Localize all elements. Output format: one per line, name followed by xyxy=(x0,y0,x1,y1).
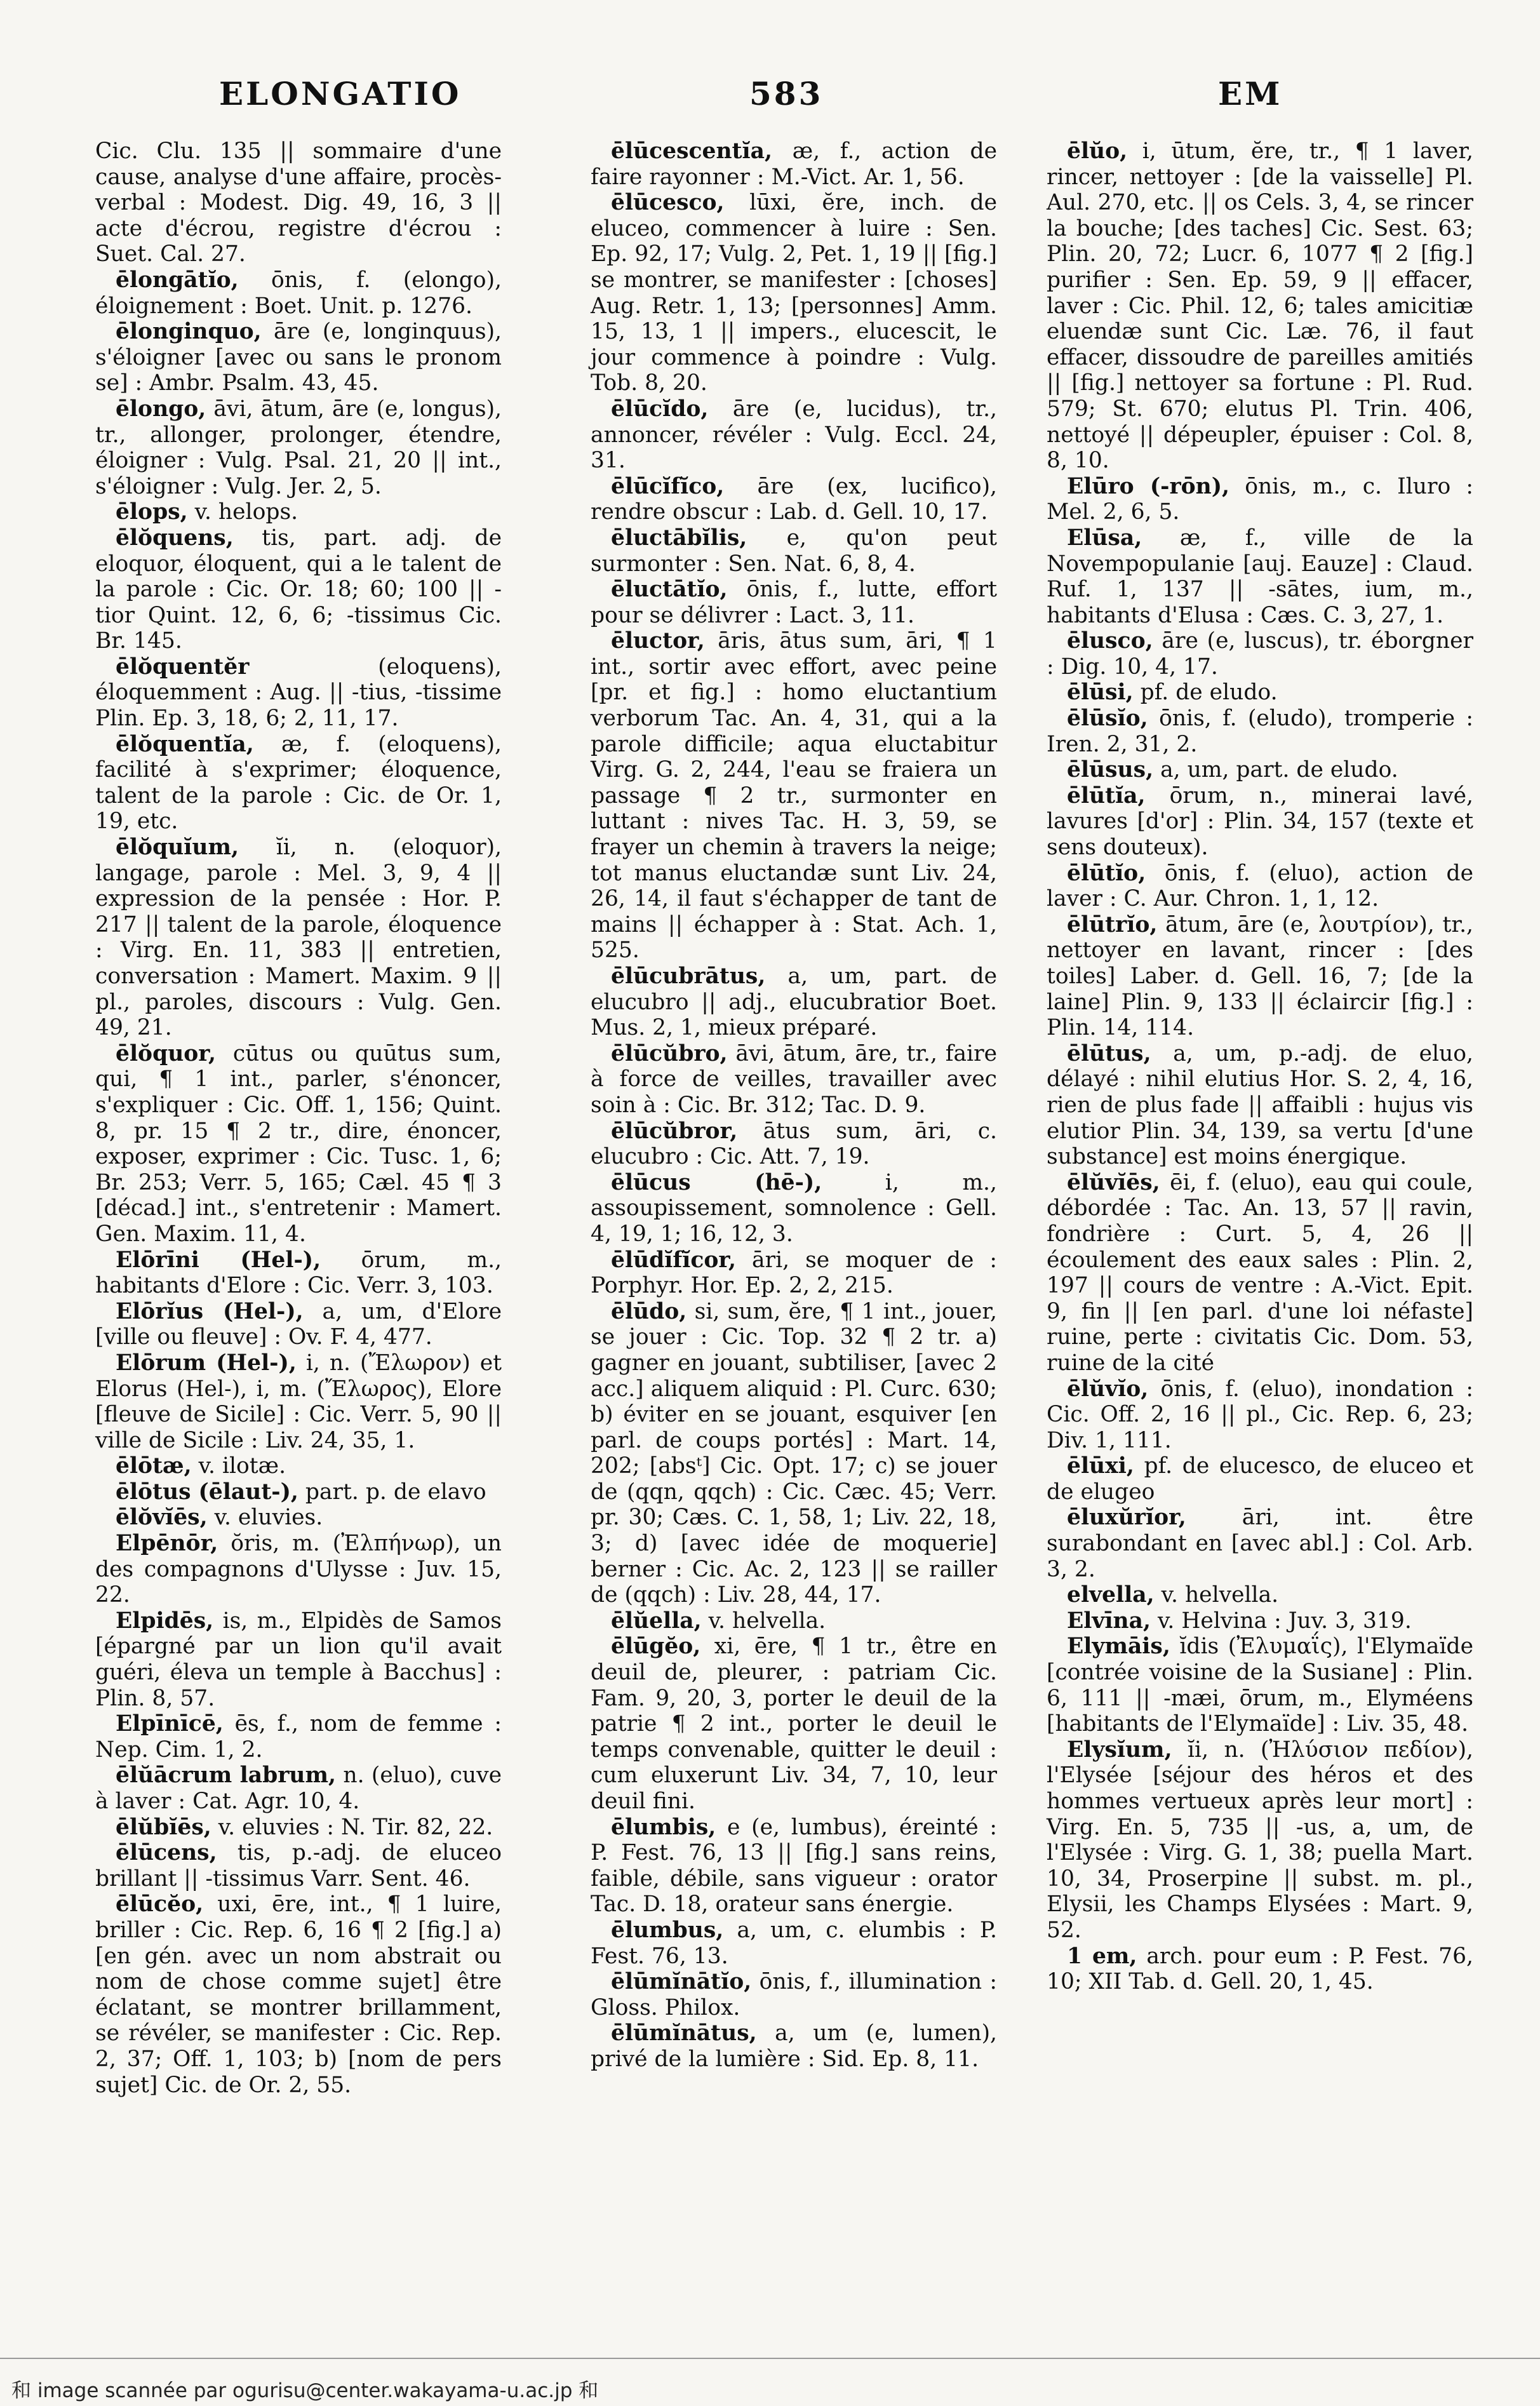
entry-headword: ēlūcŭbro, xyxy=(611,1040,728,1066)
dictionary-entry xyxy=(1047,1608,1473,1634)
dictionary-entry xyxy=(95,1608,502,1711)
entry-definition: ĭdis (Ἐλυμαΐς), l'Elymaïde [contrée voisine de la Susiane] : Plin. 6, 111 || -mæi, ōrum, m., Elyméens [habitants de l'Elymaïde] : Liv. 35, 48. xyxy=(1047,1634,1474,1737)
entry-definition: Cic. Clu. 135 || sommaire d'une cause, analyse d'une affaire, procès-verbal : Modest. Dig. 49, 16, 3 || acte d'écrou, registre d'écrou : Suet. Cal. 27. xyxy=(95,138,502,267)
entry-headword: ēlūcŭbror, xyxy=(611,1118,738,1144)
entry-definition: v. helvella. xyxy=(1161,1582,1279,1608)
dictionary-entry xyxy=(95,1299,502,1350)
dictionary-entry xyxy=(591,1299,997,1608)
entry-headword: Elōrum (Hel-), xyxy=(116,1350,297,1376)
entry-definition: i, ūtum, ĕre, tr., ¶ 1 laver, rincer, nettoyer : [de la vaisselle] Pl. Aul. 270, etc. || os Cels. 3, 4, se rincer la bouche; [des taches] Cic. Sest. 63; Plin. 20, 72; Lucr. 6, 1077 ¶ 2 [fig.] purifier : Sen. Ep. 59, 9 || effacer, laver : Cic. Phil. 12, 6; tales amicitiæ eluendæ sunt Cic. Læ. 76, il faut effacer, dissoudre de pareilles amitiés || [fig.] nettoyer sa fortune : Pl. Rud. 579; St. 670; elutus Pl. Trin. 406, nettoyé || dépeupler, épuiser : Col. 8, 8, 10. xyxy=(1047,138,1474,474)
entry-headword: ēlūxi, xyxy=(1067,1453,1134,1479)
dictionary-entry xyxy=(1047,138,1473,474)
entry-definition: uxi, ēre, int., ¶ 1 luire, briller : Cic. Rep. 6, 16 ¶ 2 [fig.] a) [en gén. avec un nom abstrait ou nom de chose comme sujet] être éclatant, se montrer brillamment, se révéler, se manifester : Cic. Rep. 2, 37; Off. 1, 103; b) [nom de pers sujet] Cic. de Or. 2, 55. xyxy=(95,1892,502,2098)
entry-definition: æ, f., ville de la Novempopulanie [auj. Eauze] : Claud. Ruf. 1, 137 || -sātes, ium, m., habitants d'Elusa : Cæs. C. 3, 27, 1. xyxy=(1047,525,1473,628)
entry-headword: Elpēnōr, xyxy=(116,1531,218,1557)
entry-headword: ēlŭvĭo, xyxy=(1067,1376,1149,1402)
entry-headword: Elūsa, xyxy=(1067,525,1142,551)
entry-headword: ēlūcĭdo, xyxy=(611,396,709,422)
entry-definition: āre (e, lucidus), tr., annoncer, révéler : Vulg. Eccl. 24, 31. xyxy=(591,396,998,474)
entry-headword: ēlusco, xyxy=(1067,628,1153,654)
entry-headword: ēlongo, xyxy=(116,396,206,422)
entry-definition: āris, ātus sum, āri, ¶ 1 int., sortir avec effort, avec peine [pr. et fig.] : homo eluctantium verborum Tac. An. 4, 31, qui a la parole difficile; aqua eluctabitur Virg. G. 2, 244, l'eau se fraiera un passage ¶ 2 tr., surmonter en luttant : nives Tac. H. 3, 59, se frayer un chemin à travers la neige; tot manus eluctandæ sunt Liv. 24, 26, 14, il faut s'échapper de tant de mains || échapper à : Stat. Ach. 1, 525. xyxy=(591,628,997,964)
entry-definition: v. ilotæ. xyxy=(198,1453,286,1479)
entry-definition: ōnis, f. (elongo), éloignement : Boet. Unit. p. 1276. xyxy=(95,267,502,319)
entry-headword: ēlūdĭfĭcor, xyxy=(611,1247,737,1273)
entry-headword: 1 em, xyxy=(1067,1943,1137,1969)
entry-definition: āre (e, longinquus), s'éloigner [avec ou sans le pronom se] : Ambr. Psalm. 43, 45. xyxy=(95,319,502,396)
entry-definition: āri, int. être surabondant en [avec abl.] : Col. Arb. 3, 2. xyxy=(1047,1505,1473,1582)
entry-headword: ēlūsĭo, xyxy=(1067,706,1148,732)
dictionary-entry xyxy=(95,319,502,396)
dictionary-entry xyxy=(1047,1453,1473,1505)
entry-definition: ōrum, m., habitants d'Elore : Cic. Verr. 3, 103. xyxy=(95,1247,502,1299)
entry-definition: ēs, f., nom de femme : Nep. Cim. 1, 2. xyxy=(95,1711,502,1763)
entry-definition: v. eluvies. xyxy=(214,1505,323,1531)
entry-headword: ēlūtĭa, xyxy=(1067,783,1146,809)
entry-headword: Elymāis, xyxy=(1067,1634,1170,1660)
entry-headword: Elōrīni (Hel-), xyxy=(116,1247,321,1273)
entry-definition: āre (ex, lucifico), rendre obscur : Lab. d. Gell. 10, 17. xyxy=(591,473,997,525)
entry-definition: æ, f., action de faire rayonner : M.-Vict. Ar. 1, 56. xyxy=(591,138,997,190)
dictionary-entry xyxy=(95,499,502,525)
entry-definition: ātum, āre (e, λουτρίον), tr., nettoyer en lavant, rincer : [des toiles] Laber. d. Gell. 16, 7; [de la laine] Plin. 9, 133 || éclaircir [fig.] : Plin. 14, 114. xyxy=(1047,911,1473,1041)
entry-definition: v. helvella. xyxy=(708,1608,826,1634)
dictionary-entry xyxy=(1047,783,1473,861)
entry-definition: ōnis, f., lutte, effort pour se délivrer : Lact. 3, 11. xyxy=(591,577,997,628)
dictionary-entry xyxy=(1047,628,1473,680)
dictionary-entry xyxy=(591,1969,997,2020)
entry-definition: cūtus ou quūtus sum, qui, ¶ 1 int., parler, s'énoncer, s'expliquer : Cic. Off. 1, 156; Quint. 8, pr. 15 ¶ 2 tr., dire, énoncer, exposer, exprimer : Cic. Tusc. 1, 6; Br. 253; Verr. 5, 165; Cæl. 45 ¶ 3 [décad.] int., s'entretenir : Mamert. Gen. Maxim. 11, 4. xyxy=(95,1040,502,1247)
dictionary-entry xyxy=(95,525,502,654)
entry-headword: ēlūsus, xyxy=(1067,757,1154,783)
dictionary-entry xyxy=(591,1041,997,1119)
entry-definition: ŏris, m. (Ἐλπήνωρ), un des compagnons d'Ulysse : Juv. 15, 22. xyxy=(95,1531,502,1608)
entry-definition: part. p. de elavo xyxy=(305,1479,486,1505)
entry-headword: Elvīna, xyxy=(1067,1608,1151,1634)
entry-headword: ēlōtæ, xyxy=(116,1453,192,1479)
entry-definition: æ, f. (eloquens), facilité à s'exprimer; éloquence, talent de la parole : Cic. de Or. 1, 19, etc. xyxy=(95,731,502,835)
entry-headword: ēlūcesco, xyxy=(611,190,725,216)
dictionary-entry xyxy=(95,1711,502,1763)
entry-definition: v. eluvies : N. Tir. 82, 22. xyxy=(218,1814,493,1840)
entry-definition: arch. pour eum : P. Fest. 76, 10; XII Tab. d. Gell. 20, 1, 45. xyxy=(1047,1943,1474,1995)
entry-headword: ēlūcus (hē-), xyxy=(611,1169,822,1195)
dictionary-entry xyxy=(95,1350,502,1453)
entry-headword: ēluxŭrĭor, xyxy=(1067,1505,1186,1531)
running-head-right: EM xyxy=(1218,75,1283,112)
entry-headword: ēlŏquĭum, xyxy=(116,835,239,861)
dictionary-entry xyxy=(1047,1634,1473,1737)
footer-divider xyxy=(0,2358,1540,2359)
entry-definition: a, um, c. elumbis : P. Fest. 76, 13. xyxy=(591,1917,998,1969)
entry-headword: ēlūcubrātus, xyxy=(611,964,766,989)
dictionary-entry xyxy=(591,474,997,525)
entry-headword: ēlūdo, xyxy=(611,1298,687,1324)
entry-definition: ĭi, n. (eloquor), langage, parole : Mel. 3, 9, 4 || expression de la pensée : Hor. P. 217 || talent de la parole, éloquence : Virg. En. 11, 383 || entretien, conversation : Mamert. Maxim. 9 || pl., paroles, discours : Vulg. Gen. 49, 21. xyxy=(95,835,502,1041)
dictionary-entry xyxy=(95,1505,502,1531)
entry-definition: i, n. (Ἔλωρον) et Elorus (Hel-), i, m. (Ἔλωρος), Elore [fleuve de Sicile] : Cic. Verr. 5, 90 || ville de Sicile : Liv. 24, 35, 1. xyxy=(95,1350,502,1453)
scan-credit: 和 image scannée par ogurisu@center.wakayama-u.ac.jp 和 xyxy=(11,2379,599,2402)
entry-headword: ēlumbus, xyxy=(611,1917,724,1943)
entry-definition: āvi, ātum, āre (e, longus), tr., allonger, prolonger, étendre, éloigner : Vulg. Psal. 21, 20 || int., s'éloigner : Vulg. Jer. 2, 5. xyxy=(95,396,502,499)
column-1 xyxy=(95,138,502,2098)
dictionary-entry xyxy=(1047,474,1473,525)
dictionary-entry xyxy=(1047,1737,1473,1944)
entry-headword: ēlŭvĭēs, xyxy=(1067,1169,1160,1195)
entry-definition: (eloquens), éloquemment : Aug. || -tius, -tissime Plin. Ep. 3, 18, 6; 2, 11, 17. xyxy=(95,654,502,732)
dictionary-entry xyxy=(1047,1376,1473,1454)
entry-definition: i, m., assoupissement, somnolence : Gell. 4, 19, 1; 16, 12, 3. xyxy=(591,1169,997,1247)
entry-headword: Elpidēs, xyxy=(116,1608,214,1634)
dictionary-entry xyxy=(1047,1170,1473,1376)
entry-headword: ēlūtĭo, xyxy=(1067,860,1146,886)
entry-headword: ēlūsi, xyxy=(1067,680,1134,706)
entry-headword: ēlonginquo, xyxy=(116,319,262,345)
dictionary-entry xyxy=(591,396,997,474)
dictionary-entry xyxy=(95,1815,502,1841)
dictionary-entry xyxy=(591,1247,997,1299)
entry-headword: elvella, xyxy=(1067,1582,1155,1608)
entry-headword: ēlūtus, xyxy=(1067,1040,1151,1066)
entry-definition: e (e, lumbus), éreinté : P. Fest. 76, 13 || [fig.] sans reins, faible, débile, sans vigueur : orator Tac. D. 18, orateur sans énergie. xyxy=(591,1814,998,1918)
entry-headword: ēlŏquens, xyxy=(116,525,234,551)
dictionary-entry xyxy=(1047,525,1473,628)
entry-definition: tis, p.-adj. de eluceo brillant || -tissimus Varr. Sent. 46. xyxy=(95,1840,502,1892)
entry-definition: āri, se moquer de : Porphyr. Hor. Ep. 2, 2, 215. xyxy=(591,1247,998,1299)
entry-definition: v. Helvina : Juv. 3, 319. xyxy=(1157,1608,1412,1634)
entry-definition: e, qu'on peut surmonter : Sen. Nat. 6, 8, 4. xyxy=(591,525,997,577)
dictionary-entry xyxy=(95,835,502,1041)
dictionary-entry xyxy=(591,138,997,190)
dictionary-entry xyxy=(95,138,502,267)
entry-headword: ēlŏquentĕr xyxy=(116,654,250,680)
dictionary-entry xyxy=(95,1763,502,1814)
dictionary-entry xyxy=(95,1531,502,1608)
dictionary-entry xyxy=(591,1918,997,1969)
entry-definition: ātus sum, āri, c. elucubro : Cic. Att. 7, 19. xyxy=(591,1118,998,1170)
entry-headword: ēlops, xyxy=(116,499,188,525)
entry-headword: ēlumbis, xyxy=(611,1814,716,1840)
entry-definition: xi, ēre, ¶ 1 tr., être en deuil de, pleurer, : patriam Cic. Fam. 9, 20, 3, porter le deuil de la patrie ¶ 2 int., porter le deuil le temps convenable, quitter le deuil : cum eluxerunt Liv. 34, 7, 10, leur deuil fini. xyxy=(591,1634,997,1814)
entry-definition: a, um, p.-adj. de eluo, délayé : nihil elutius Hor. S. 2, 4, 16, rien de plus fade || affaibli : hujus vis elutior Plin. 34, 139, sa vertu [d'une substance] est moins énergique. xyxy=(1047,1040,1473,1170)
column-2 xyxy=(591,138,997,2073)
entry-headword: Elpīnīcē, xyxy=(116,1711,224,1737)
entry-headword: ēlŭella, xyxy=(611,1608,702,1634)
dictionary-entry xyxy=(591,190,997,396)
dictionary-entry xyxy=(1047,706,1473,757)
entry-headword: ēlūcĕo, xyxy=(116,1892,204,1918)
entry-headword: Elūro (-rōn), xyxy=(1067,473,1230,499)
dictionary-entry xyxy=(95,732,502,835)
entry-headword: ēlŏquor, xyxy=(116,1040,216,1066)
entry-definition: a, um (e, lumen), privé de la lumière : Sid. Ep. 8, 11. xyxy=(591,2020,998,2072)
entry-headword: ēlŏvĭēs, xyxy=(116,1505,208,1531)
entry-headword: ēlūmĭnātĭo, xyxy=(611,1969,752,1995)
entry-headword: ēlŏquentĭa, xyxy=(116,731,254,757)
entry-definition: a, um, d'Elore [ville ou fleuve] : Ov. F. 4, 477. xyxy=(95,1298,502,1350)
column-3 xyxy=(1047,138,1473,1995)
dictionary-entry xyxy=(591,577,997,628)
dictionary-entry xyxy=(95,1892,502,2098)
entry-definition: a, um, part. de elucubro || adj., elucubratior Boet. Mus. 2, 1, mieux préparé. xyxy=(591,964,997,1041)
dictionary-entry xyxy=(95,1247,502,1299)
dictionary-entry xyxy=(591,525,997,577)
entry-definition: āre (e, luscus), tr. éborgner : Dig. 10, 4, 17. xyxy=(1047,628,1474,680)
dictionary-entry xyxy=(591,964,997,1041)
entry-definition: ōnis, m., c. Iluro : Mel. 2, 6, 5. xyxy=(1047,473,1474,525)
entry-headword: ēlūcens, xyxy=(116,1840,217,1866)
running-head-left: ELONGATIO xyxy=(219,75,462,112)
entry-headword: ēlōtus (ēlaut-), xyxy=(116,1479,298,1505)
page-number: 583 xyxy=(749,75,824,112)
entry-headword: ēlūcĭfĭco, xyxy=(611,473,725,499)
dictionary-entry xyxy=(1047,757,1473,783)
entry-headword: ēlūgĕo, xyxy=(611,1634,701,1660)
dictionary-entry xyxy=(591,1608,997,1634)
dictionary-entry xyxy=(1047,1041,1473,1170)
entry-headword: ēluctor, xyxy=(611,628,705,654)
dictionary-entry xyxy=(1047,1944,1473,1995)
entry-definition: ōnis, f. (eludo), tromperie : Iren. 2, 31, 2. xyxy=(1047,706,1474,757)
dictionary-entry xyxy=(591,1119,997,1170)
dictionary-entry xyxy=(95,1840,502,1892)
entry-definition: pf. de eludo. xyxy=(1140,680,1278,706)
entry-headword: Elōrĭus (Hel-), xyxy=(116,1298,304,1324)
entry-definition: ĭi, n. (Ἠλύσιον πεδίον), l'Elysée [séjour des héros et des hommes vertueux après leur mort] : Virg. En. 5, 735 || -us, a, um, de l'Elysée : Virg. G. 1, 38; puella Mart. 10, 34, Proserpine || subst. m. pl., Elysii, les Champs Elysées : Mart. 9, 52. xyxy=(1047,1737,1474,1943)
entry-headword: ēluctātĭo, xyxy=(611,577,728,603)
dictionary-entry xyxy=(95,396,502,499)
entry-headword: ēlŭbĭēs, xyxy=(116,1814,211,1840)
dictionary-entry xyxy=(591,1815,997,1918)
entry-definition: ōnis, f., illumination : Gloss. Philox. xyxy=(591,1969,998,2020)
dictionary-entry xyxy=(591,2020,997,2072)
entry-definition: pf. de elucesco, de eluceo et de elugeo xyxy=(1047,1453,1474,1505)
entry-headword: ēlŭācrum labrum, xyxy=(116,1763,337,1789)
dictionary-entry xyxy=(1047,1582,1473,1608)
dictionary-entry xyxy=(95,654,502,732)
entry-definition: ēi, f. (eluo), eau qui coule, débordée : Tac. An. 13, 57 || ravin, fondrière : Curt. 5, 4, 26 || écoulement des eaux sales : Plin. 2, 197 || cours de ventre : A.-Vict. Epit. 9, fin || [en parl. d'une loi néfaste] ruine, perte : civitatis Cic. Dom. 53, ruine de la cité xyxy=(1047,1169,1473,1376)
entry-definition: v. helops. xyxy=(194,499,298,525)
entry-headword: ēlūcescentĭa, xyxy=(611,138,772,164)
entry-headword: ēlūmĭnātus, xyxy=(611,2020,757,2046)
entry-headword: ēlongātĭo, xyxy=(116,267,239,293)
entry-definition: a, um, part. de eludo. xyxy=(1160,757,1398,783)
entry-definition: ōnis, f. (eluo), action de laver : C. Aur. Chron. 1, 1, 12. xyxy=(1047,860,1473,912)
entry-definition: n. (eluo), cuve à laver : Cat. Agr. 10, 4. xyxy=(95,1763,502,1814)
dictionary-entry xyxy=(95,267,502,319)
entry-definition: ōnis, f. (eluo), inondation : Cic. Off. 2, 16 || pl., Cic. Rep. 6, 23; Div. 1, 111. xyxy=(1047,1376,1474,1453)
dictionary-entry xyxy=(1047,861,1473,912)
entry-definition: si, sum, ĕre, ¶ 1 int., jouer, se jouer : Cic. Top. 32 ¶ 2 tr. a) gagner en jouant, subtiliser, [avec 2 acc.] aliquem aliquid : Pl. Curc. 630; b) éviter en se jouant, esquiver [en parl. de coups portés] : Mart. 14, 202; [absᵗ] Cic. Opt. 17; c) se jouer de (qqn, qqch) : Cic. Cæc. 45; Verr. pr. 30; Cæs. C. 1, 58, 1; Liv. 22, 18, 3; d) [avec idée de moquerie] berner : Cic. Ac. 2, 123 || se railler de (qqch) : Liv. 28, 44, 17. xyxy=(591,1298,997,1608)
dictionary-entry xyxy=(95,1479,502,1505)
dictionary-entry xyxy=(591,1634,997,1814)
dictionary-entry xyxy=(591,1170,997,1247)
dictionary-entry xyxy=(1047,912,1473,1041)
entry-definition: lūxi, ĕre, inch. de eluceo, commencer à luire : Sen. Ep. 92, 17; Vulg. 2, Pet. 1, 19 || [fig.] se montrer, se manifester : [choses] Aug. Retr. 1, 13; [personnes] Amm. 15, 13, 1 || impers., elucescit, le jour commence à poindre : Vulg. Tob. 8, 20. xyxy=(591,190,997,396)
dictionary-entry xyxy=(95,1453,502,1479)
entry-definition: ōrum, n., minerai lavé, lavures [d'or] : Plin. 34, 157 (texte et sens douteux). xyxy=(1047,783,1473,861)
dictionary-entry xyxy=(1047,680,1473,706)
entry-headword: ēlŭo, xyxy=(1067,138,1128,164)
entry-headword: ēluctābĭlis, xyxy=(611,525,747,551)
dictionary-entry xyxy=(95,1041,502,1247)
entry-headword: ēlūtrĭo, xyxy=(1067,911,1158,938)
entry-definition: āvi, ātum, āre, tr., faire à force de veilles, travailler avec soin à : Cic. Br. 312; Tac. D. 9. xyxy=(591,1040,997,1118)
entry-definition: is, m., Elpidès de Samos [épargné par un lion qu'il avait guéri, éleva un temple à Bacchus] : Plin. 8, 57. xyxy=(95,1608,502,1711)
entry-headword: Elysĭum, xyxy=(1067,1737,1172,1763)
dictionary-entry xyxy=(1047,1505,1473,1582)
entry-definition: tis, part. adj. de eloquor, éloquent, qui a le talent de la parole : Cic. Or. 18; 60; 100 || -tior Quint. 12, 6, 6; -tissimus Cic. Br. 145. xyxy=(95,525,502,654)
dictionary-entry xyxy=(591,628,997,964)
